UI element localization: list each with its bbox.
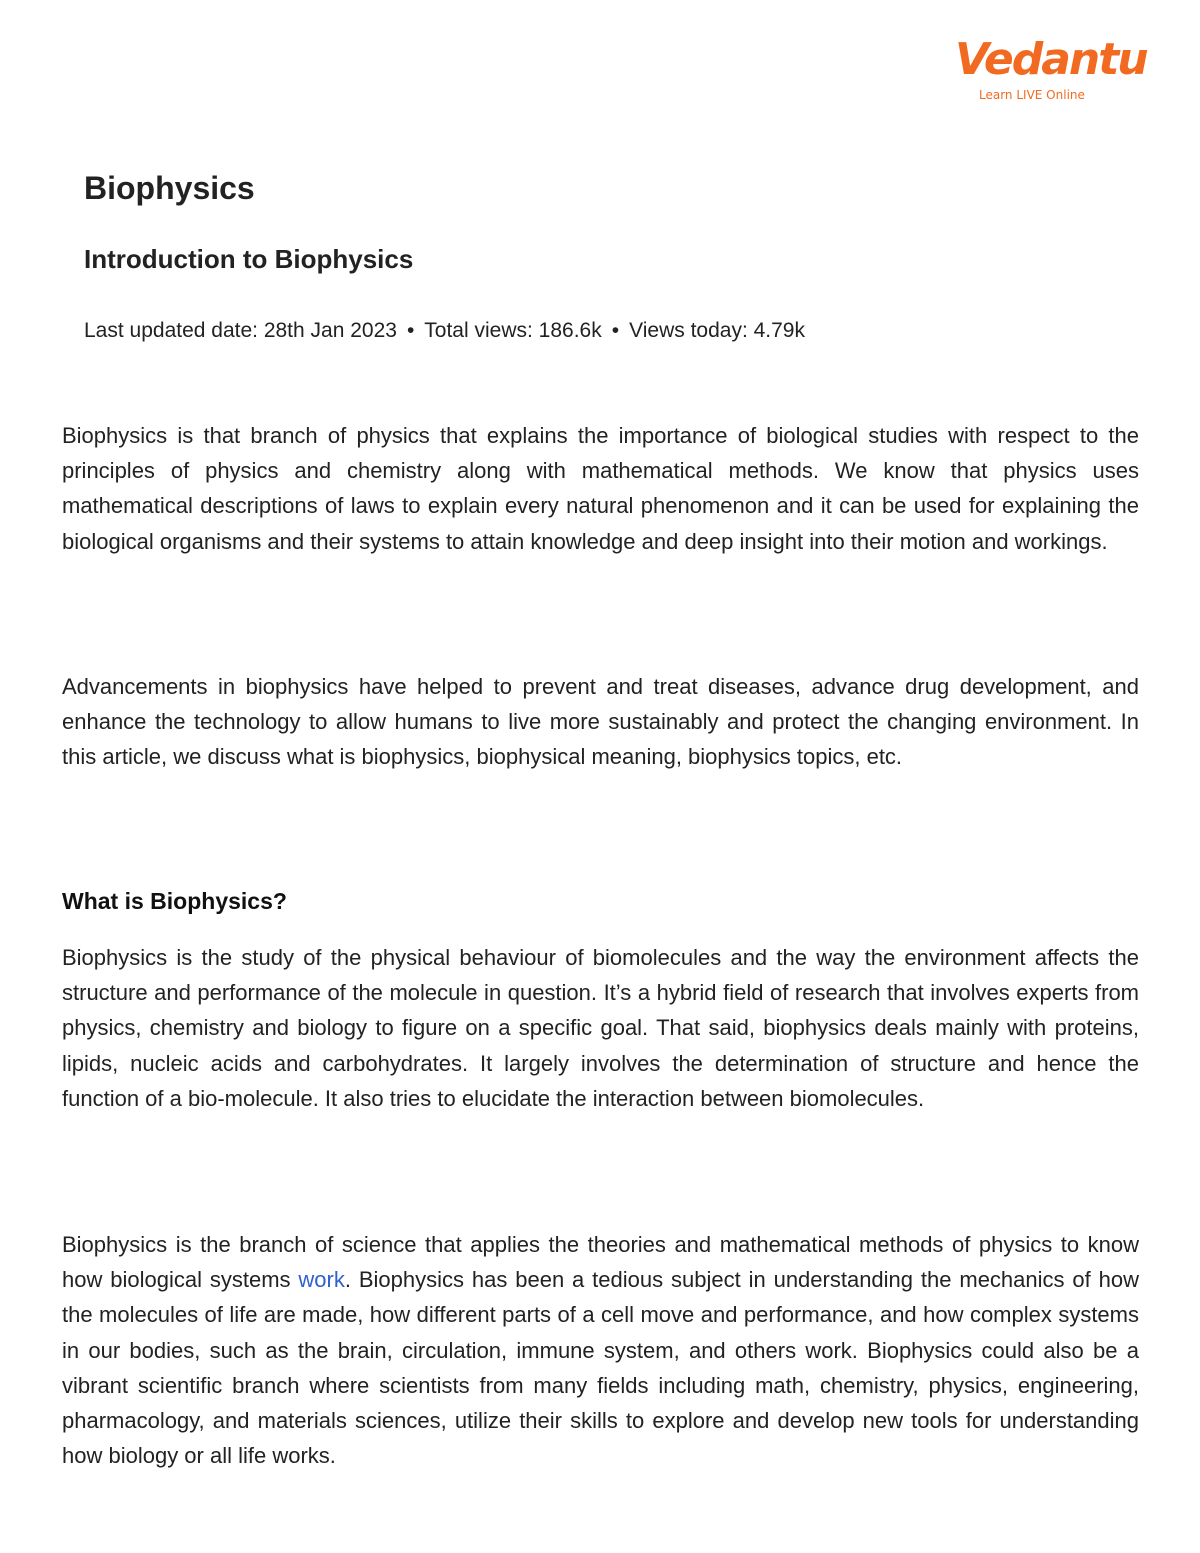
vedantu-logo[interactable] [955, 34, 1147, 106]
logo-wordmark: Vedantu [955, 34, 1147, 85]
article-meta [84, 316, 805, 346]
last-updated-date: Last updated date: 28th Jan 2023 [84, 319, 397, 342]
views-today: Views today: 4.79k [629, 319, 805, 342]
work-link[interactable]: work [298, 1267, 345, 1293]
section-heading-what-is-biophysics: What is Biophysics? [62, 888, 287, 914]
logo-tagline: Learn LIVE Online [979, 88, 1085, 102]
page-title: Biophysics [84, 170, 255, 206]
meta-separator: • [611, 319, 620, 342]
total-views: Total views: 186.6k [424, 319, 602, 342]
intro-paragraph-2: Advancements in biophysics have helped to prevent and treat diseases, advance drug development, and enhance the technology to allow humans to live more sustainably and protect the changing environment. In this article, we discuss what is biophysics, biophysical meaning, biophysics topics, etc. [62, 674, 1139, 770]
intro-paragraph-1: Biophysics is that branch of physics that explains the importance of biological studies with respect to the principles of physics and chemistry along with mathematical methods. We know that physics uses mathematical descriptions of laws to explain every natural phenomenon and it can be used for explaining the biological organisms and their systems to attain knowledge and deep insight into their motion and workings. [62, 423, 1139, 554]
paragraph-text: . Biophysics has been a tedious subject in understanding the mechanics of how the molecules of life are made, how different parts of a cell move and performance, and how complex systems in our bodies, such as the brain, circulation, immune system, and others work. Biophysics could also be a vibrant scientific branch where scientists from many fields including math, chemistry, physics, engineering, pharmacology, and materials sciences, utilize their skills to explore and develop new tools for understanding how biology or all life works. [62, 1267, 1139, 1469]
section-paragraph-1: Biophysics is the study of the physical behaviour of biomolecules and the way the environment affects the structure and performance of the molecule in question. It’s a hybrid field of research that involves experts from physics, chemistry and biology to figure on a specific goal. That said, biophysics deals mainly with proteins, lipids, nucleic acids and carbohydrates. It largely involves the determination of structure and hence the function of a bio-molecule. It also tries to elucidate the interaction between biomolecules. [62, 945, 1139, 1111]
paragraph-text: Biophysics is the branch of science that applies the theories and mathematical methods of physics to know how biological systems [62, 1232, 1139, 1293]
meta-separator: • [406, 319, 415, 342]
page-subtitle: Introduction to Biophysics [84, 244, 414, 274]
section-paragraph-2 [62, 1227, 1139, 1473]
